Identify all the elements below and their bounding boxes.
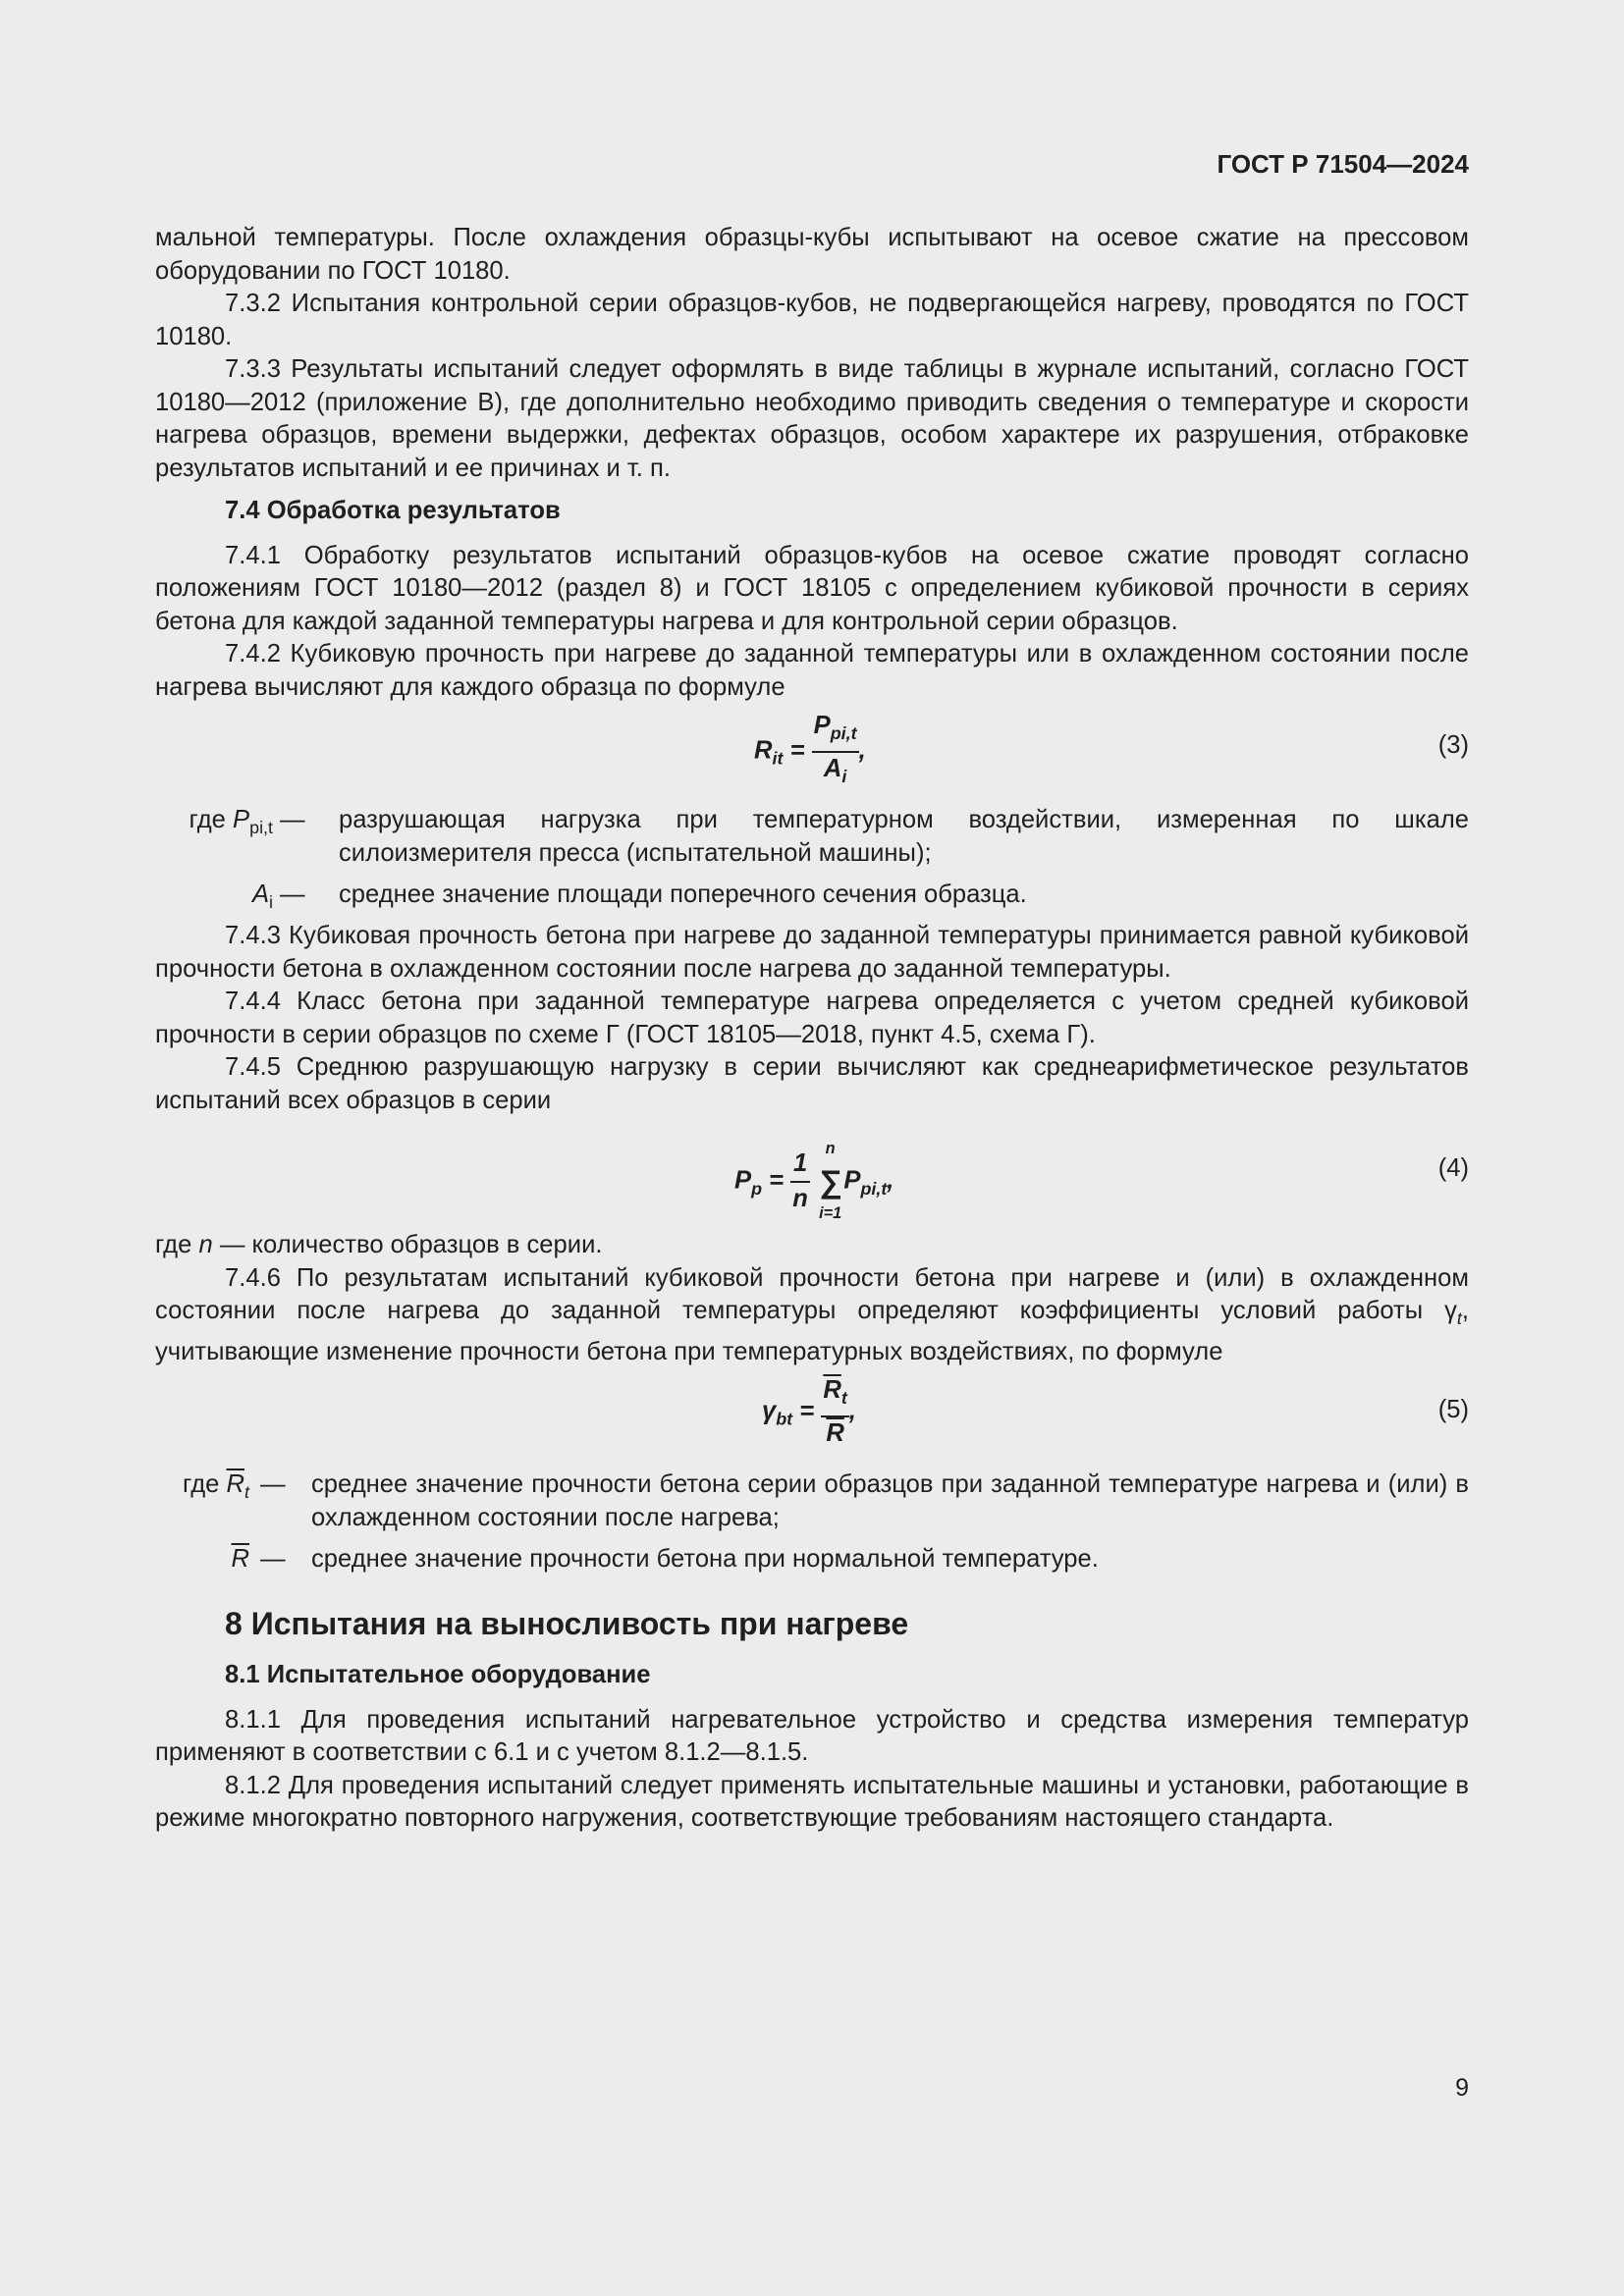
paragraph-7-4-2: 7.4.2 Кубиковую прочность при нагреве до заданной температуры или в охлажденном состоянии после нагрева вычисляют для каждого образца по формуле — [155, 640, 1469, 701]
formula-3-fraction: $P_{pi,t}$ $A_i$ — [813, 712, 857, 786]
where-3-item-2: $A_i$ — среднее значение площади поперечного сечения образца. — [251, 881, 1027, 913]
document-id: ГОСТ Р 71504—2024 — [1217, 149, 1469, 179]
paragraph-7-4-1: 7.4.1 Обработку результатов испытаний образцов-кубов на осевое сжатие проводят согласно положениям ГОСТ 10180—2012 (раздел 8) и ГОСТ 18105 с определением кубиковой прочности в сериях бетона для каждой заданной температуры нагрева и для контрольной серии образцов. — [155, 541, 1469, 635]
paragraph-8-1-2: 8.1.2 Для проведения испытаний следует применять испытательные машины и установки, работающие в режиме многократно повторного нагружения, соответствующие требованиям настоящего стандарта. — [155, 1771, 1469, 1833]
paragraph-8-1-1: 8.1.1 Для проведения испытаний нагревательное устройство и средства измерения температур применяют в соответствии с 6.1 и с учетом 8.1.2—8.1.5. — [155, 1705, 1469, 1767]
paragraph-7-3-3: 7.3.3 Результаты испытаний следует оформлять в виде таблицы в журнале испытаний, согласно ГОСТ 10180—2012 (приложение В), где дополнительно необходимо приводить сведения о температуре и скорости нагрева образцов, времени выдержки, дефектах образцов, особом характере их разрушения, отбраковке результатов испытаний и ее причинах и т. п. — [155, 355, 1469, 482]
paragraph-7-4-5: 7.4.5 Среднюю разрушающую нагрузку в серии вычисляют как среднеарифметическое результатов испытаний всех образцов в серии — [155, 1053, 1469, 1114]
formula-4 — [155, 1127, 1469, 1229]
where-5-item-2: $\overline{R}$ — среднее значение прочности бетона при нормальной температуре. — [231, 1545, 1099, 1574]
page-number: 9 — [1455, 2074, 1469, 2102]
formula-4-expression: $P_p$ = $\frac{1}{n}$ n ∑ i=1 $P_{pi,t}$, — [734, 1133, 893, 1231]
formula-5-fraction: $\frac{\overline{R}_t}{R}$ — [823, 1376, 847, 1447]
formula-5-number: (5) — [1437, 1396, 1469, 1424]
paragraph-continuation: мальной температуры. После охлаждения образцы-кубы испытывают на осевое сжатие на прессовом оборудовании по ГОСТ 10180. — [155, 224, 1469, 285]
section-heading-8-1: 8.1 Испытательное оборудование — [225, 1661, 651, 1689]
document-body — [155, 222, 1469, 1836]
formula-4-number: (4) — [1437, 1154, 1469, 1182]
formula-3-expression: $R_{it}$ = $P_{pi,t}$ $A_i$ , — [754, 710, 866, 793]
where-5-item-1: где $\overline{R}_t$ — среднее значение прочности бетона серии образцов при заданной температуре нагрева и (или) в охлажденном состоянии после нагрева; — [183, 1470, 1469, 1531]
formula-3 — [155, 704, 1469, 796]
formula-3-number: (3) — [1437, 731, 1469, 759]
section-heading-8: 8 Испытания на выносливость при нагреве — [225, 1606, 909, 1642]
formula-5 — [155, 1368, 1469, 1461]
formula-4-fraction: $\frac{1}{n}$ — [792, 1149, 808, 1212]
paragraph-7-3-2: 7.3.2 Испытания контрольной серии образцов-кубов, не подвергающейся нагреву, проводятся по ГОСТ 10180. — [155, 290, 1469, 350]
section-heading-7-4: 7.4 Обработка результатов — [225, 497, 561, 524]
paragraph-7-4-3: 7.4.3 Кубиковая прочность бетона при нагреве до заданной температуры принимается равной кубиковой прочности бетона в охлажденном состоянии после нагрева до заданной температуры. — [155, 922, 1469, 983]
paragraph-7-4-4: 7.4.4 Класс бетона при заданной температуре нагрева определяется с учетом средней кубиковой прочности в серии образцов по схеме Г (ГОСТ 18105—2018, пункт 4.5, схема Г). — [155, 988, 1469, 1048]
where-4: где n — количество образцов в серии. — [155, 1231, 603, 1258]
formula-4-sum: n ∑ i=1 — [819, 1140, 842, 1223]
formula-5-expression: $\gamma_{bt}$ = $\frac{\overline{R}_t}{R}$ , — [762, 1374, 856, 1450]
where-3-item-1: где $P_{pi,t}$ — разрушающая нагрузка при температурном воздействии, измеренная по шкале силоизмерителя пресса (испытательной машины); — [189, 806, 1469, 867]
paragraph-7-4-6: 7.4.6 По результатам испытаний кубиковой прочности бетона при нагреве и (или) в охлажденном состоянии после нагрева до заданной температуры определяют коэффициенты условий работы $\gamma_t$, учитывающие изменение прочности бетона при температурных воздействиях, по формуле — [155, 1263, 1469, 1365]
